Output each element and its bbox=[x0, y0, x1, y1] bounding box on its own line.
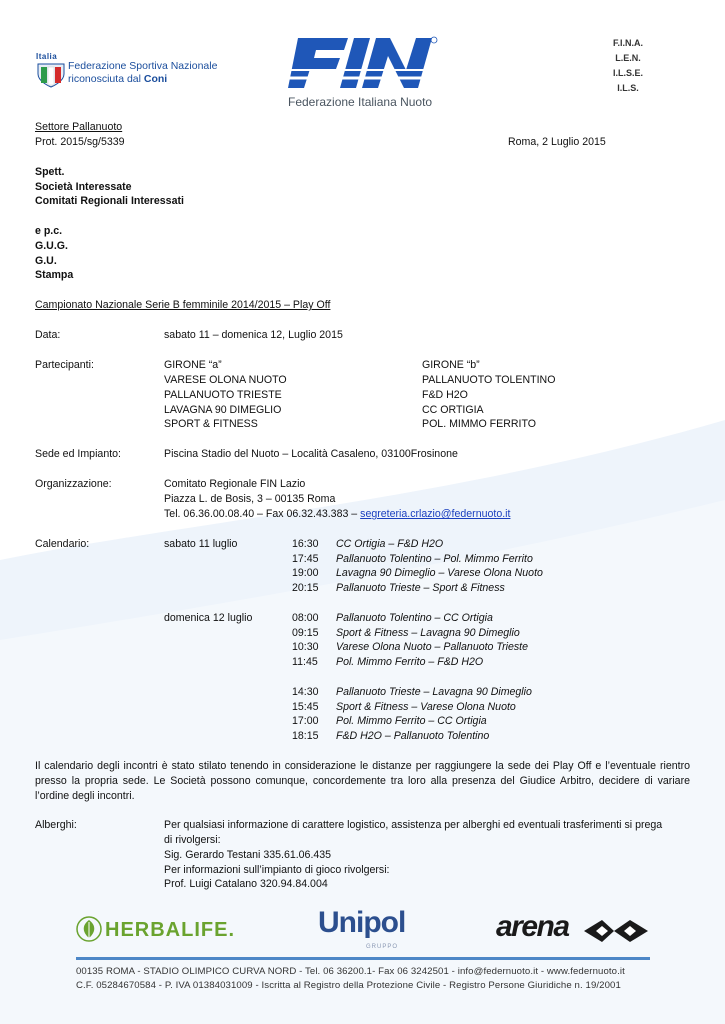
sector-label: Settore Pallanuoto bbox=[35, 121, 123, 133]
participants-label: Partecipanti: bbox=[35, 359, 94, 371]
match-name: Pallanuoto Trieste – Lavagna 90 Dimeglio bbox=[336, 686, 532, 698]
girone-a-item: VARESE OLONA NUOTO bbox=[164, 374, 287, 386]
match-time: 19:00 bbox=[292, 567, 319, 579]
unipol-logo: Unipol bbox=[318, 906, 406, 939]
federations-list bbox=[598, 36, 658, 96]
venue-label: Sede ed Impianto: bbox=[35, 448, 121, 460]
arena-diamond-icon bbox=[584, 918, 650, 944]
match-time: 16:30 bbox=[292, 538, 319, 550]
coni-italia-label: Italia bbox=[36, 52, 58, 61]
match-name: Pallanuoto Tolentino – CC Ortigia bbox=[336, 612, 493, 624]
organization-line: Piazza L. de Bosis, 3 – 00135 Roma bbox=[164, 493, 336, 505]
match-name: Pol. Mimmo Ferrito – F&D H2O bbox=[336, 656, 484, 668]
organization-label: Organizzazione: bbox=[35, 478, 112, 490]
calendar-label: Calendario: bbox=[35, 538, 90, 550]
girone-a-item: PALLANUOTO TRIESTE bbox=[164, 389, 282, 401]
cc-line: G.U. bbox=[35, 255, 57, 267]
coni-caption bbox=[68, 60, 217, 86]
match-time: 15:45 bbox=[292, 701, 319, 713]
herbalife-leaf-icon bbox=[76, 916, 102, 942]
place-date: Roma, 2 Luglio 2015 bbox=[508, 136, 606, 148]
data-label: Data: bbox=[35, 329, 61, 341]
footer-address: 00135 ROMA - STADIO OLIMPICO CURVA NORD - Tel. 06 36200.1- Fax 06 3242501 - info@federnuoto.it - www.federnuoto.it bbox=[76, 966, 625, 977]
girone-b-item: F&D H2O bbox=[422, 389, 468, 401]
match-time: 20:15 bbox=[292, 582, 319, 594]
fin-logo-icon bbox=[286, 34, 438, 92]
federation-item: I.L.S.E. bbox=[612, 68, 643, 78]
data-value: sabato 11 – domenica 12, Luglio 2015 bbox=[164, 329, 343, 341]
match-time: 09:15 bbox=[292, 627, 319, 639]
fin-subtitle: Federazione Italiana Nuoto bbox=[288, 95, 433, 109]
girone-a-item: GIRONE “a” bbox=[164, 359, 222, 371]
hotels-line: Sig. Gerardo Testani 335.61.06.435 bbox=[164, 849, 332, 861]
coni-line-1: Federazione Sportiva Nazionale bbox=[68, 60, 218, 72]
match-time: 18:15 bbox=[292, 730, 319, 742]
coni-line-2-prefix: riconosciuta dal bbox=[68, 73, 144, 85]
organization-phone: Tel. 06.36.00.08.40 – Fax 06.32.43.383 – bbox=[164, 508, 361, 520]
addressee-line: Società Interessate bbox=[35, 181, 132, 193]
footer-registration: C.F. 05284670584 - P. IVA 01384031009 - Iscritta al Registro della Protezione Civile - Registro Persone Giuridiche n. 19/2001 bbox=[76, 980, 621, 991]
day-label: domenica 12 luglio bbox=[164, 612, 253, 624]
hotels-line: Per qualsiasi informazione di carattere logistico, assistenza per alberghi ed eventuali trasferimenti si prega bbox=[164, 819, 663, 831]
match-name: Lavagna 90 Dimeglio – Varese Olona Nuoto bbox=[336, 567, 543, 579]
calendar-note-paragraph: Il calendario degli incontri è stato stilato tenendo in considerazione le distanze per raggiungere la sede dei Play Off e l’eventuale rientro presso la propria sede. Le Società possono comunque, concordemente tra loro alla presenza del Giudice Arbitro, decidere di variare l’ordine degli incontri. bbox=[35, 760, 690, 802]
match-name: CC Ortigia – F&D H2O bbox=[336, 538, 444, 550]
match-time: 17:00 bbox=[292, 715, 319, 727]
hotels-line: Per informazioni sull’impianto di gioco rivolgersi: bbox=[164, 864, 390, 876]
cc-line: Stampa bbox=[35, 269, 74, 281]
cc-line: e p.c. bbox=[35, 225, 63, 237]
match-name: Sport & Fitness – Varese Olona Nuoto bbox=[336, 701, 516, 713]
cc-line: G.U.G. bbox=[35, 240, 68, 252]
match-name: F&D H2O – Pallanuoto Tolentino bbox=[336, 730, 490, 742]
match-name: Pallanuoto Tolentino – Pol. Mimmo Ferrito bbox=[336, 553, 533, 565]
girone-b-item: GIRONE “b” bbox=[422, 359, 480, 371]
match-name: Pol. Mimmo Ferrito – CC Ortigia bbox=[336, 715, 487, 727]
federation-item: I.L.S. bbox=[617, 83, 639, 93]
match-time: 08:00 bbox=[292, 612, 319, 624]
hotels-line: di rivolgersi: bbox=[164, 834, 221, 846]
match-time: 17:45 bbox=[292, 553, 319, 565]
girone-b-item: CC ORTIGIA bbox=[422, 404, 484, 416]
organization-contact bbox=[164, 507, 510, 522]
venue-value: Piscina Stadio del Nuoto – Località Casaleno, 03100Frosinone bbox=[164, 448, 458, 460]
girone-a-item: SPORT & FITNESS bbox=[164, 418, 258, 430]
protocol-number: Prot. 2015/sg/5339 bbox=[35, 136, 125, 148]
match-name: Pallanuoto Trieste – Sport & Fitness bbox=[336, 582, 505, 594]
hotels-label: Alberghi: bbox=[35, 819, 77, 831]
addressee-line: Spett. bbox=[35, 166, 65, 178]
girone-b-item: PALLANUOTO TOLENTINO bbox=[422, 374, 556, 386]
coni-brand: Coni bbox=[143, 73, 168, 85]
match-name: Sport & Fitness – Lavagna 90 Dimeglio bbox=[336, 627, 520, 639]
footer-rule bbox=[76, 957, 650, 960]
arena-logo: arena bbox=[496, 910, 569, 943]
girone-a-item: LAVAGNA 90 DIMEGLIO bbox=[164, 404, 282, 416]
organization-email-link[interactable]: segreteria.crlazio@federnuoto.it bbox=[360, 508, 511, 520]
match-time: 10:30 bbox=[292, 641, 319, 653]
unipol-group-label: GRUPPO bbox=[366, 944, 399, 950]
match-time: 11:45 bbox=[292, 656, 318, 668]
organization-line: Comitato Regionale FIN Lazio bbox=[164, 478, 306, 490]
match-time: 14:30 bbox=[292, 686, 319, 698]
herbalife-logo: HERBALIFE. bbox=[105, 919, 235, 941]
day-label: sabato 11 luglio bbox=[164, 538, 238, 550]
federation-item: F.I.N.A. bbox=[612, 38, 643, 48]
subject-line: Campionato Nazionale Serie B femminile 2014/2015 – Play Off bbox=[35, 299, 331, 311]
coni-line-2 bbox=[68, 73, 217, 86]
hotels-line: Prof. Luigi Catalano 320.94.84.004 bbox=[164, 878, 328, 890]
addressee-line: Comitati Regionali Interessati bbox=[35, 195, 184, 207]
girone-b-item: POL. MIMMO FERRITO bbox=[422, 418, 536, 430]
federation-item: L.E.N. bbox=[615, 53, 641, 63]
match-name: Varese Olona Nuoto – Pallanuoto Trieste bbox=[336, 641, 528, 653]
